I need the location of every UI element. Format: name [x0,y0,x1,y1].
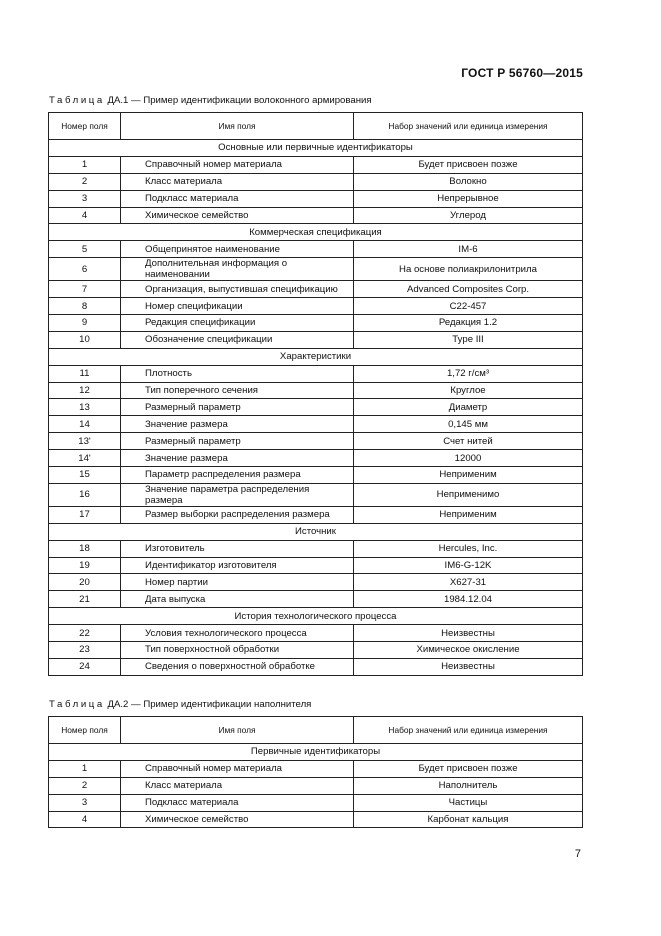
standard-code: ГОСТ Р 56760—2015 [461,66,583,80]
field-name: Справочный номер материала [121,156,354,173]
field-name: Размер выборки распределения размера [121,506,354,523]
field-value: 1984.12.04 [354,591,583,608]
section-row [49,608,583,625]
field-number: 9 [49,315,121,332]
table-row [49,331,583,348]
field-value: Неизвестны [354,625,583,642]
field-name: Номер партии [121,574,354,591]
field-number: 20 [49,574,121,591]
field-number: 10 [49,331,121,348]
field-number: 22 [49,625,121,642]
table-row [49,574,583,591]
field-value: Углерод [354,207,583,224]
field-name: Номер спецификации [121,298,354,315]
field-name: Изготовитель [121,540,354,557]
section-row [49,140,583,157]
table-row [49,467,583,484]
field-name: Организация, выпустившая спецификацию [121,281,354,298]
field-number: 17 [49,506,121,523]
table-row [49,760,583,777]
section-row [49,744,583,761]
page-number: 7 [574,848,581,860]
field-name: Тип поперечного сечения [121,382,354,399]
table-row [49,173,583,190]
field-value: Неприменим [354,506,583,523]
field-value: Непрерывное [354,190,583,207]
field-number: 14' [49,450,121,467]
table-row [49,658,583,675]
field-name: Химическое семейство [121,207,354,224]
field-value: IM6-G-12K [354,557,583,574]
field-name: Значение параметра распределения размера [121,483,354,506]
section-title: Характеристики [49,348,583,365]
field-value: 1,72 г/см³ [354,365,583,382]
field-number: 18 [49,540,121,557]
section-row [49,224,583,241]
table2-caption-prefix: Таблица [49,699,105,710]
table-row [49,190,583,207]
table-row [49,557,583,574]
column-header: Номер поля [49,113,121,140]
table2-caption-text: ДА.2 — Пример идентификации наполнителя [104,699,312,710]
table-row [49,794,583,811]
field-value: Счет нитей [354,433,583,450]
field-value: X627-31 [354,574,583,591]
field-value: Неизвестны [354,658,583,675]
field-value: Круглое [354,382,583,399]
column-header: Набор значений или единица измерения [354,113,583,140]
table-row [49,416,583,433]
field-value: Hercules, Inc. [354,540,583,557]
field-name: Сведения о поверхностной обработке [121,658,354,675]
field-name: Значение размера [121,450,354,467]
table-row [49,241,583,258]
field-number: 2 [49,777,121,794]
table-row [49,642,583,659]
table1 [48,112,583,676]
field-name: Значение размера [121,416,354,433]
field-value: Карбонат кальция [354,811,583,828]
section-title: История технологического процесса [49,608,583,625]
table-row [49,450,583,467]
table-row [49,365,583,382]
field-value: 12000 [354,450,583,467]
field-number: 15 [49,467,121,484]
field-value: Химическое окисление [354,642,583,659]
field-number: 12 [49,382,121,399]
table-row [49,298,583,315]
table-row [49,506,583,523]
field-name: Химическое семейство [121,811,354,828]
field-name: Условия технологического процесса [121,625,354,642]
table-row [49,777,583,794]
field-value: Неприменим [354,467,583,484]
column-header: Номер поля [49,717,121,744]
section-title: Первичные идентификаторы [49,744,583,761]
table-row [49,156,583,173]
field-name: Редакция спецификации [121,315,354,332]
section-row [49,523,583,540]
field-number: 4 [49,811,121,828]
table-row [49,399,583,416]
field-number: 21 [49,591,121,608]
field-name: Размерный параметр [121,399,354,416]
field-value: Будет присвоен позже [354,760,583,777]
table-row [49,483,583,506]
table-row [49,433,583,450]
field-value: IM-6 [354,241,583,258]
field-number: 14 [49,416,121,433]
table1-body [49,140,583,676]
table1-caption-text: ДА.1 — Пример идентификации волоконного армирования [104,95,372,106]
field-number: 24 [49,658,121,675]
table2-header-row [49,717,583,744]
field-value: Редакция 1.2 [354,315,583,332]
section-row [49,348,583,365]
field-value: 0,145 мм [354,416,583,433]
field-number: 23 [49,642,121,659]
field-name: Дополнительная информация о наименовании [121,258,354,281]
field-number: 3 [49,794,121,811]
field-value: Волокно [354,173,583,190]
field-value: Частицы [354,794,583,811]
table-row [49,811,583,828]
field-name: Параметр распределения размера [121,467,354,484]
section-title: Источник [49,523,583,540]
section-title: Основные или первичные идентификаторы [49,140,583,157]
field-name: Подкласс материала [121,190,354,207]
field-name: Общепринятое наименование [121,241,354,258]
field-value: Advanced Composites Corp. [354,281,583,298]
field-value: На основе полиакрилонитрила [354,258,583,281]
field-name: Класс материала [121,173,354,190]
field-value: Будет присвоен позже [354,156,583,173]
field-name: Размерный параметр [121,433,354,450]
field-name: Тип поверхностной обработки [121,642,354,659]
field-name: Плотность [121,365,354,382]
field-number: 8 [49,298,121,315]
field-name: Идентификатор изготовителя [121,557,354,574]
field-number: 3 [49,190,121,207]
field-number: 5 [49,241,121,258]
field-number: 2 [49,173,121,190]
table2 [48,716,583,828]
table2-caption [49,699,311,710]
field-value: Type III [354,331,583,348]
field-number: 4 [49,207,121,224]
field-value: C22-457 [354,298,583,315]
field-name: Обозначение спецификации [121,331,354,348]
field-number: 19 [49,557,121,574]
table-row [49,281,583,298]
table1-caption [49,95,372,106]
field-name: Подкласс материала [121,794,354,811]
field-number: 16 [49,483,121,506]
field-number: 13' [49,433,121,450]
field-name: Класс материала [121,777,354,794]
table-row [49,625,583,642]
section-title: Коммерческая спецификация [49,224,583,241]
table-row [49,315,583,332]
table-row [49,540,583,557]
table-row [49,207,583,224]
field-name: Дата выпуска [121,591,354,608]
column-header: Имя поля [121,113,354,140]
field-number: 6 [49,258,121,281]
field-name: Справочный номер материала [121,760,354,777]
table-row [49,258,583,281]
field-value: Неприменимо [354,483,583,506]
column-header: Имя поля [121,717,354,744]
table1-caption-prefix: Таблица [49,95,105,106]
table2-body [49,744,583,828]
table-row [49,382,583,399]
field-number: 13 [49,399,121,416]
field-value: Диаметр [354,399,583,416]
column-header: Набор значений или единица измерения [354,717,583,744]
field-number: 7 [49,281,121,298]
field-number: 11 [49,365,121,382]
table-row [49,591,583,608]
field-value: Наполнитель [354,777,583,794]
table1-header-row [49,113,583,140]
field-number: 1 [49,760,121,777]
field-number: 1 [49,156,121,173]
